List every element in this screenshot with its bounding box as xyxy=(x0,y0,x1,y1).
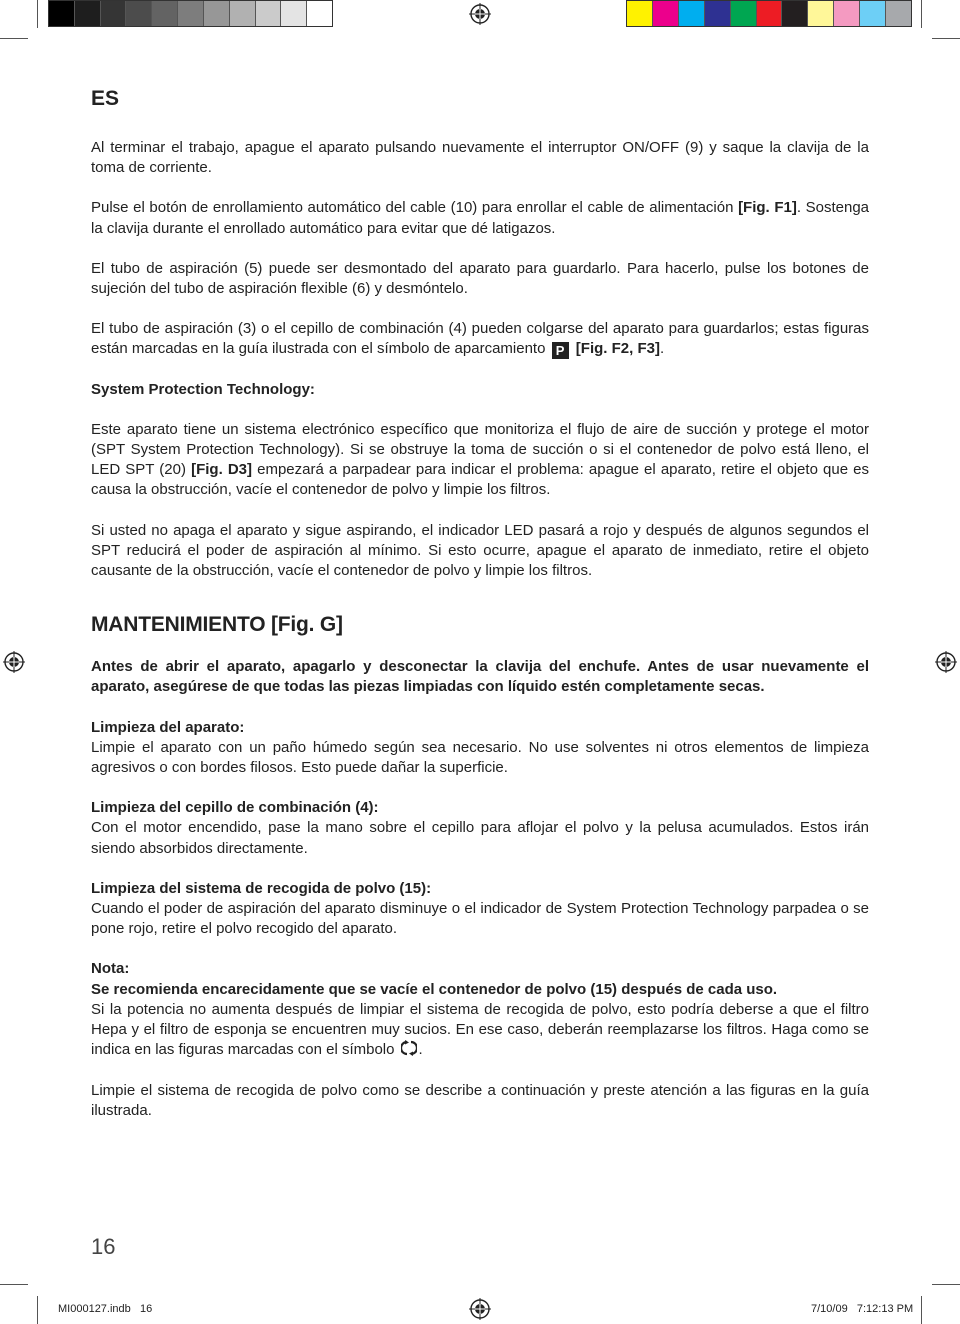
color-swatch xyxy=(808,1,834,26)
color-swatch xyxy=(679,1,705,26)
text: . xyxy=(659,340,665,358)
crop-mark xyxy=(0,38,28,39)
section-cleaning-appliance xyxy=(91,718,869,779)
language-code: ES xyxy=(91,87,120,110)
footer-file-info: MI000127.indb 16 xyxy=(58,1303,153,1315)
note-text: Si la potencia no aumenta después de limpiar el sistema de recogida de polvo, esto podría deberse a que el filtro Hepa y el filtro de esponja se encuentren muy sucios. En ese caso, deberán reemplazarse los filtros. Haga como se indica en las figuras marcadas con el símbolo xyxy=(91,1000,869,1059)
crop-mark xyxy=(0,1284,28,1285)
color-swatch xyxy=(627,1,653,26)
section-cleaning-brush xyxy=(91,798,869,859)
section-note xyxy=(91,959,869,1060)
parking-symbol-icon: P xyxy=(552,342,569,359)
maintenance-warning: Antes de abrir el aparato, apagarlo y desconectar la clavija del enchufe. Antes de usar nuevamente el aparato, asegúrese de que todas las piezas limpiadas con líquido estén completamente secas. xyxy=(91,658,869,696)
paragraph-switch-off: Al terminar el trabajo, apague el aparato pulsando nuevamente el interruptor ON/OFF (9) y saque la clavija de la toma de corriente. xyxy=(91,139,869,177)
section-text: Limpie el aparato con un paño húmedo según sea necesario. No use solventes ni otros elementos de limpieza agresivos o con bordes filosos. Esto puede dañar la superficie. xyxy=(91,738,869,777)
color-swatch xyxy=(782,1,808,26)
figure-reference: [Fig. F1] xyxy=(738,199,797,217)
color-swatch xyxy=(705,1,731,26)
crop-mark xyxy=(932,38,960,39)
figure-reference: [Fig. D3] xyxy=(191,461,253,479)
paragraph-parking xyxy=(91,319,869,359)
text: . xyxy=(418,1041,423,1059)
section-cleaning-dust-system xyxy=(91,879,869,940)
color-swatch xyxy=(152,1,178,26)
color-swatch xyxy=(230,1,256,26)
color-swatch xyxy=(178,1,204,26)
text: . Sostenga la clavija durante el enrollado automático para evitar que dé latigazos. xyxy=(91,199,870,237)
color-swatch xyxy=(204,1,230,26)
color-swatch xyxy=(653,1,679,26)
footer-date-info: 7/10/09 7:12:13 PM xyxy=(811,1303,914,1315)
process-color-bar xyxy=(626,0,912,27)
color-swatch xyxy=(126,1,152,26)
section-title: Limpieza del sistema de recogida de polvo (15): xyxy=(91,879,432,897)
text: El tubo de aspiración (3) o el cepillo de combinación (4) pueden colgarse del aparato para guardarlos; estas figuras están marcadas en la guía ilustrada con el símbolo de aparcamiento xyxy=(91,320,869,358)
color-swatch xyxy=(101,1,127,26)
filter-replace-icon xyxy=(401,1040,417,1056)
section-title: Limpieza del cepillo de combinación (4): xyxy=(91,799,379,817)
crop-mark xyxy=(921,0,922,28)
paragraph-tube-removal: El tubo de aspiración (5) puede ser desmontado del aparato para guardarlo. Para hacerlo, pulse los botones de sujeción del tubo de aspiración flexible (6) y desmóntelo. xyxy=(91,259,869,298)
crop-mark xyxy=(921,1296,922,1324)
maintenance-heading: MANTENIMIENTO [Fig. G] xyxy=(91,613,343,637)
page-content xyxy=(91,86,869,1141)
registration-mark-icon xyxy=(469,1298,491,1320)
color-swatch xyxy=(834,1,860,26)
spt-heading: System Protection Technology: xyxy=(91,380,315,398)
crop-mark xyxy=(37,0,38,28)
color-swatch xyxy=(307,1,332,26)
color-swatch xyxy=(49,1,75,26)
paragraph-spt-warning: Si usted no apaga el aparato y sigue aspirando, el indicador LED pasará a rojo y después de algunos segundos el SPT reducirá el poder de aspiración al mínimo. Si esto ocurre, apague el aparato de inmediato, retire el objeto causante de la obstrucción, vacíe el contenedor de polvo y limpie los filtros. xyxy=(91,521,869,580)
text: Este aparato tiene un sistema electrónico específico que monitoriza el flujo de aire de succión y protege el motor (SPT System Protection Technology). Si se obstruye la toma de succión o si el contenedor de polvo está lleno, el LED SPT (20) xyxy=(91,420,869,479)
section-text: Con el motor encendido, pase la mano sobre el cepillo para aflojar el polvo y la pelusa acumulados. Estos irán siendo absorbidos directamente. xyxy=(91,819,869,857)
color-swatch xyxy=(757,1,783,26)
text: Pulse el botón de enrollamiento automático del cable (10) para enrollar el cable de alimentación xyxy=(91,199,739,217)
paragraph-cable-rewind xyxy=(91,198,869,238)
text: empezará a parpadear para indicar el problema: apague el aparato, retire el objeto que es causa la obstrucción, vacíe el contenedor de polvo y limpie los filtros. xyxy=(91,461,869,499)
color-swatch xyxy=(860,1,886,26)
note-title: Nota: xyxy=(91,960,130,978)
crop-mark xyxy=(932,1284,960,1285)
section-title: Limpieza del aparato: xyxy=(91,718,245,736)
note-bold-text: Se recomienda encarecidamente que se vacíe el contenedor de polvo (15) después de cada uso. xyxy=(91,980,778,998)
crop-mark xyxy=(37,1296,38,1324)
paragraph-spt-description xyxy=(91,420,869,501)
page-number: 16 xyxy=(91,1234,116,1259)
registration-mark-icon xyxy=(3,651,25,673)
figure-reference: [Fig. F2, F3] xyxy=(575,340,660,358)
color-swatch xyxy=(886,1,911,26)
color-swatch xyxy=(281,1,307,26)
paragraph-final: Limpie el sistema de recogida de polvo como se describe a continuación y preste atención a las figuras en la guía ilustrada. xyxy=(91,1081,869,1119)
color-swatch xyxy=(731,1,757,26)
grayscale-color-bar xyxy=(48,0,333,27)
registration-mark-icon xyxy=(935,651,957,673)
color-swatch xyxy=(75,1,101,26)
section-text: Cuando el poder de aspiración del aparato disminuye o el indicador de System Protection Technology parpadea o se pone rojo, retire el polvo recogido del aparato. xyxy=(91,900,869,938)
color-swatch xyxy=(256,1,282,26)
registration-mark-icon xyxy=(469,3,491,25)
